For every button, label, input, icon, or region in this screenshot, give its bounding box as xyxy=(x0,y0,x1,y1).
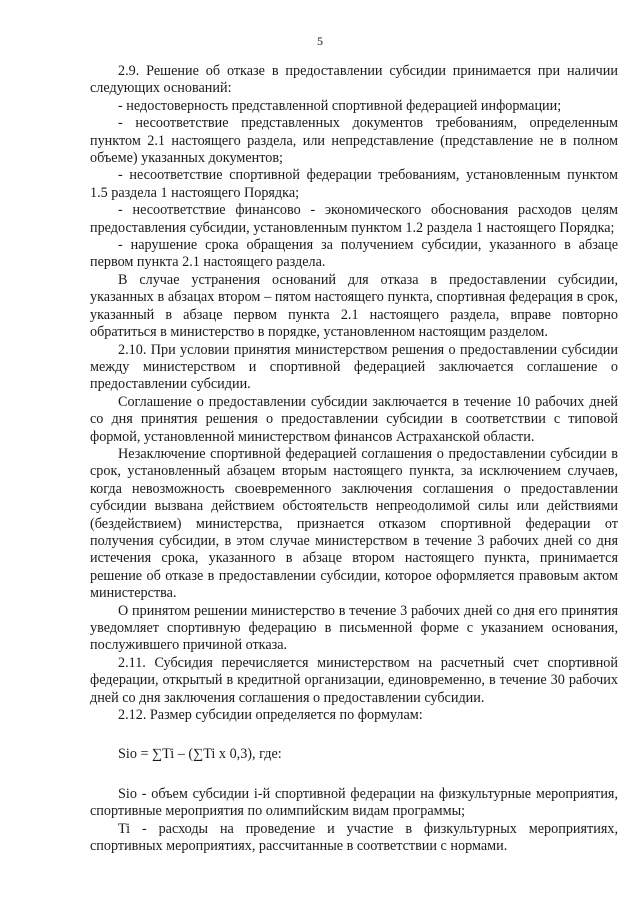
paragraph-2-12: 2.12. Размер субсидии определяется по формулам: xyxy=(118,707,423,724)
list-item: - несоответствие представленных документов требованиям, определенным пунктом 2.1 настоящего раздела, или непредставление (представление не в полном объеме) указанных документов; xyxy=(90,115,618,167)
paragraph-2-10: 2.10. При условии принятия министерством решения о предоставлении субсидии между министерством и спортивной федерацией заключается соглашение о предоставлении субсидии. xyxy=(90,341,618,393)
subsidy-formula: Sio = ∑Ti – (∑Ti x 0,3), где: xyxy=(118,746,282,763)
formula-definition: Sio - объем субсидии i-й спортивной федерации на физкультурные мероприятия, спортивные мероприятия по олимпийским видам программы; xyxy=(90,785,618,820)
formula-definition: Ti - расходы на проведение и участие в физкультурных мероприятиях, спортивных мероприятиях, рассчитанные в соответствии с нормами. xyxy=(90,820,618,855)
paragraph-2-9: 2.9. Решение об отказе в предоставлении субсидии принимается при наличии следующих оснований: xyxy=(90,63,618,97)
paragraph-2-11: 2.11. Субсидия перечисляется министерством на расчетный счет спортивной федерации, открытый в кредитной организации, единовременно, в течение 30 рабочих дней со дня заключения соглашения о предоставлении субсидии. xyxy=(90,654,618,706)
list-item: - несоответствие финансово - экономического обоснования расходов целям предоставления субсидии, установленным пунктом 1.2 раздела 1 настоящего Порядка; xyxy=(90,202,618,236)
list-item: - недостоверность представленной спортивной федерацией информации; xyxy=(118,97,562,114)
document-body xyxy=(90,63,618,855)
paragraph: В случае устранения оснований для отказа в предоставлении субсидии, указанных в абзацах втором – пятом настоящего пункта, спортивная федерация в срок, указанный в абзаце первом пункта 2.1 настоящего раздела, вправе повторно обратиться в министерство в порядке, установленном настоящим разделом. xyxy=(90,271,618,341)
paragraph: Соглашение о предоставлении субсидии заключается в течение 10 рабочих дней со дня принятия решения о предоставлении субсидии в соответствии с типовой формой, установленной министерством финансов Астраханской области. xyxy=(90,393,618,445)
page-number: 5 xyxy=(317,34,323,48)
list-item: - нарушение срока обращения за получением субсидии, указанного в абзаце первом пункта 2.1 настоящего раздела. xyxy=(90,237,618,271)
list-item: - несоответствие спортивной федерации требованиям, установленным пунктом 1.5 раздела 1 настоящего Порядка; xyxy=(90,167,618,201)
paragraph: Незаключение спортивной федерацией соглашения о предоставлении субсидии в срок, установленный абзацем вторым настоящего пункта, за исключением случаев, когда невозможность своевременного заключения соглашения о предоставлении субсидии вызвана действием обстоятельств непреодолимой силы или действиями (бездействием) министерства, признается отказом спортивной федерации от получения субсидии, в этом случае министерством в течение 3 рабочих дней со дня истечения срока, указанного в абзаце втором настоящего пункта, принимается решение об отказе в предоставлении субсидии, которое оформляется правовым актом министерства. xyxy=(90,445,618,602)
paragraph: О принятом решении министерство в течение 3 рабочих дней со дня его принятия уведомляет спортивную федерацию в письменной форме с указанием основания, послужившего причиной отказа. xyxy=(90,602,618,654)
